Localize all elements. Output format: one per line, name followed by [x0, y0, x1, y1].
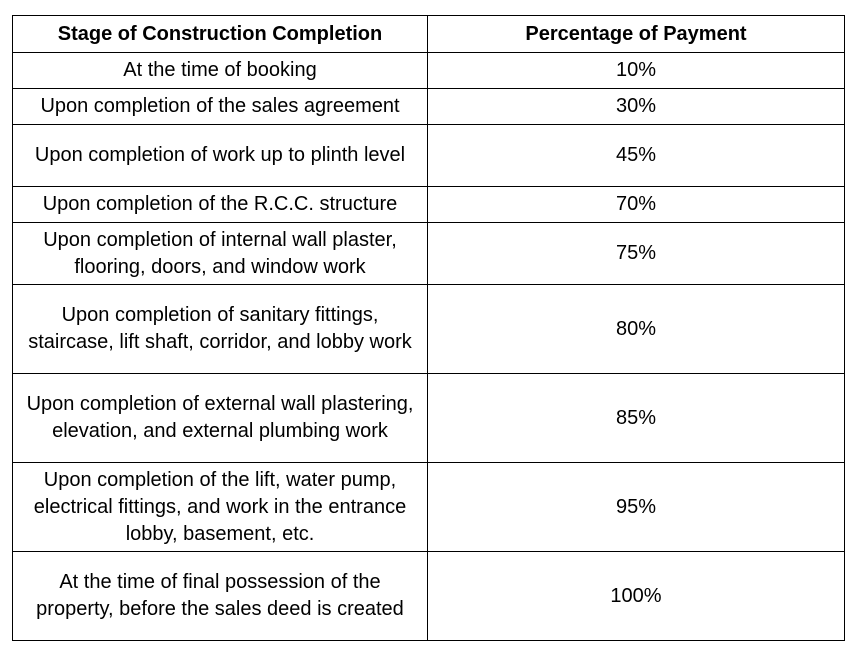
- table-row: [13, 125, 845, 187]
- table-row: [13, 374, 845, 463]
- header-percentage: Percentage of Payment: [428, 16, 845, 53]
- table-header-row: [13, 16, 845, 53]
- percentage-cell: 45%: [428, 125, 845, 187]
- percentage-cell: 70%: [428, 187, 845, 223]
- stage-cell: At the time of booking: [13, 53, 428, 89]
- percentage-cell: 95%: [428, 463, 845, 552]
- header-stage: Stage of Construction Completion: [13, 16, 428, 53]
- percentage-cell: 75%: [428, 223, 845, 285]
- stage-cell: Upon completion of work up to plinth level: [13, 125, 428, 187]
- payment-schedule-table: [12, 15, 845, 641]
- table-row: [13, 53, 845, 89]
- stage-cell: Upon completion of internal wall plaster, flooring, doors, and window work: [13, 223, 428, 285]
- table-row: [13, 187, 845, 223]
- percentage-cell: 80%: [428, 285, 845, 374]
- percentage-cell: 10%: [428, 53, 845, 89]
- percentage-cell: 100%: [428, 552, 845, 641]
- stage-cell: Upon completion of sanitary fittings, staircase, lift shaft, corridor, and lobby work: [13, 285, 428, 374]
- table-row: [13, 463, 845, 552]
- percentage-cell: 85%: [428, 374, 845, 463]
- stage-cell: Upon completion of the sales agreement: [13, 89, 428, 125]
- stage-cell: Upon completion of the lift, water pump, electrical fittings, and work in the entrance lobby, basement, etc.: [13, 463, 428, 552]
- table-row: [13, 223, 845, 285]
- percentage-cell: 30%: [428, 89, 845, 125]
- stage-cell: At the time of final possession of the property, before the sales deed is created: [13, 552, 428, 641]
- table-row: [13, 552, 845, 641]
- stage-cell: Upon completion of external wall plastering, elevation, and external plumbing work: [13, 374, 428, 463]
- table-row: [13, 89, 845, 125]
- stage-cell: Upon completion of the R.C.C. structure: [13, 187, 428, 223]
- table-row: [13, 285, 845, 374]
